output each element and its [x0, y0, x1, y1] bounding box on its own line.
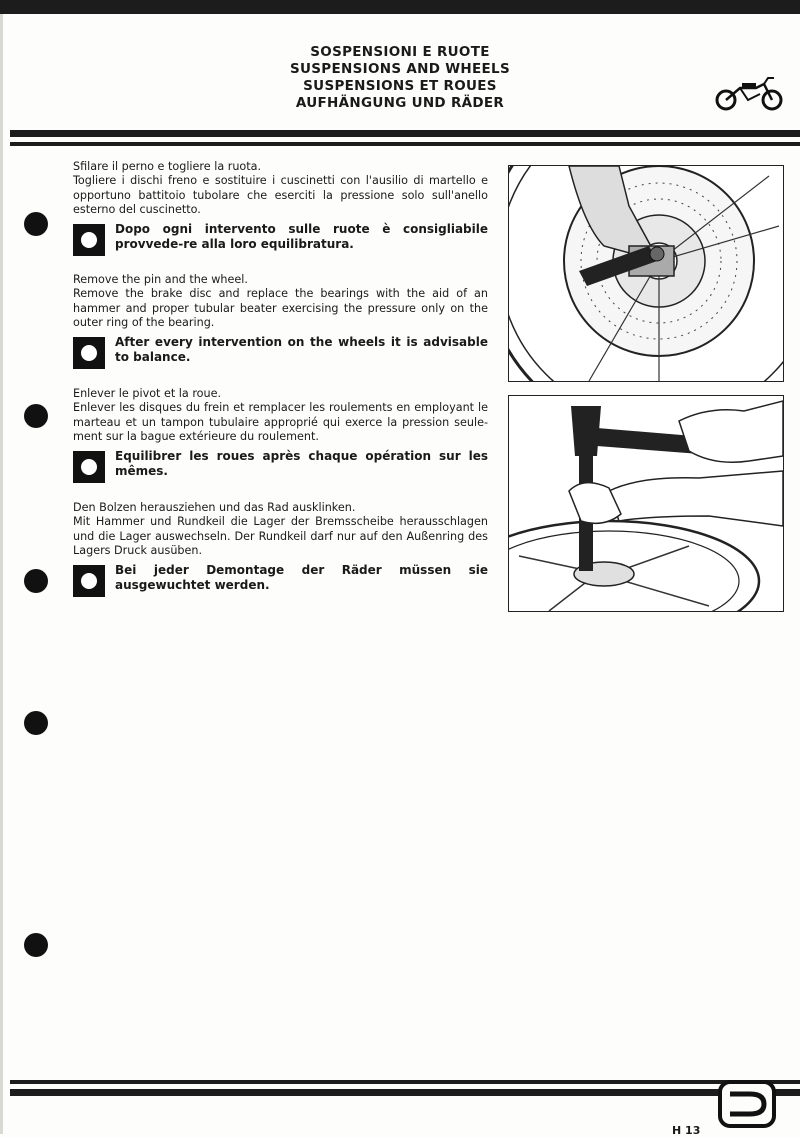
body-line: Remove the brake disc and replace the bearings with the aid of an hammer and proper tubular beater exercising the pressure only on the outer ring of the bearing. — [73, 287, 488, 330]
footer-rule-thick — [10, 1089, 800, 1096]
motorcycle-icon — [712, 74, 788, 114]
header-rule-thin — [10, 142, 800, 146]
warning-icon — [73, 565, 105, 597]
wheel-brake-disc-illustration — [509, 166, 783, 381]
page-number: H 13 — [672, 1124, 701, 1137]
note-text: Bei jeder Demontage der Räder müssen sie ausgewuchtet werden. — [115, 562, 488, 592]
section-english — [73, 273, 488, 369]
binder-hole — [24, 404, 48, 428]
hammer-bearing-illustration — [509, 396, 783, 611]
note-text: Equilibrer les roues après chaque opération sur les mêmes. — [115, 448, 488, 478]
body-line: Enlever les disques du frein et remplacer les roulements en employant le marteau et un tampon tubulaire approprié qui exerce la pression seule-ment sur la bague extérieure du roulement. — [73, 401, 488, 444]
title-german: AUFHÄNGUNG UND RÄDER — [295, 95, 505, 111]
body-line: Den Bolzen herausziehen und das Rad ausklinken. — [73, 501, 356, 514]
top-border — [0, 0, 800, 14]
body-line: Togliere i dischi freno e sostituire i cuscinetti con l'ausilio di martello e opportuno battitoio tubolare che eserciti la pressione solo sull'anello esterno del cuscinetto. — [73, 174, 488, 217]
binder-hole — [24, 569, 48, 593]
title-english: SUSPENSIONS AND WHEELS — [290, 61, 510, 77]
body-line: Sfilare il perno e togliere la ruota. — [73, 160, 262, 173]
binder-hole — [24, 212, 48, 236]
note-block — [73, 335, 488, 369]
title-italian: SOSPENSIONI E RUOTE — [310, 44, 490, 60]
note-block — [73, 449, 488, 483]
body-line: Enlever le pivot et la roue. — [73, 387, 222, 400]
warning-icon — [73, 451, 105, 483]
note-text: After every intervention on the wheels it is advisable to balance. — [115, 334, 488, 364]
figure-wheel-disc — [508, 165, 784, 382]
footer-rule-thin — [10, 1080, 800, 1084]
section-italian — [73, 160, 488, 256]
section-french — [73, 387, 488, 483]
body-line: Remove the pin and the wheel. — [73, 273, 248, 286]
page-header — [250, 44, 550, 112]
binder-hole — [24, 933, 48, 957]
warning-icon — [73, 224, 105, 256]
section-german — [73, 501, 488, 597]
warning-icon — [73, 337, 105, 369]
page-left-edge — [0, 14, 3, 1134]
title-french: SUSPENSIONS ET ROUES — [303, 78, 497, 94]
note-block — [73, 222, 488, 256]
brand-logo-icon — [718, 1080, 776, 1128]
figure-hammer-bearing — [508, 395, 784, 612]
header-rule-thick — [10, 130, 800, 137]
binder-hole — [24, 711, 48, 735]
note-block — [73, 563, 488, 597]
note-text: Dopo ogni intervento sulle ruote è consigliabile provvede-re alla loro equilibratura. — [115, 221, 488, 251]
body-line: Mit Hammer und Rundkeil die Lager der Bremsscheibe herausschlagen und die Lager auswechseln. Der Rundkeil darf nur auf den Außenring des Lagers Druck ausüben. — [73, 515, 488, 558]
